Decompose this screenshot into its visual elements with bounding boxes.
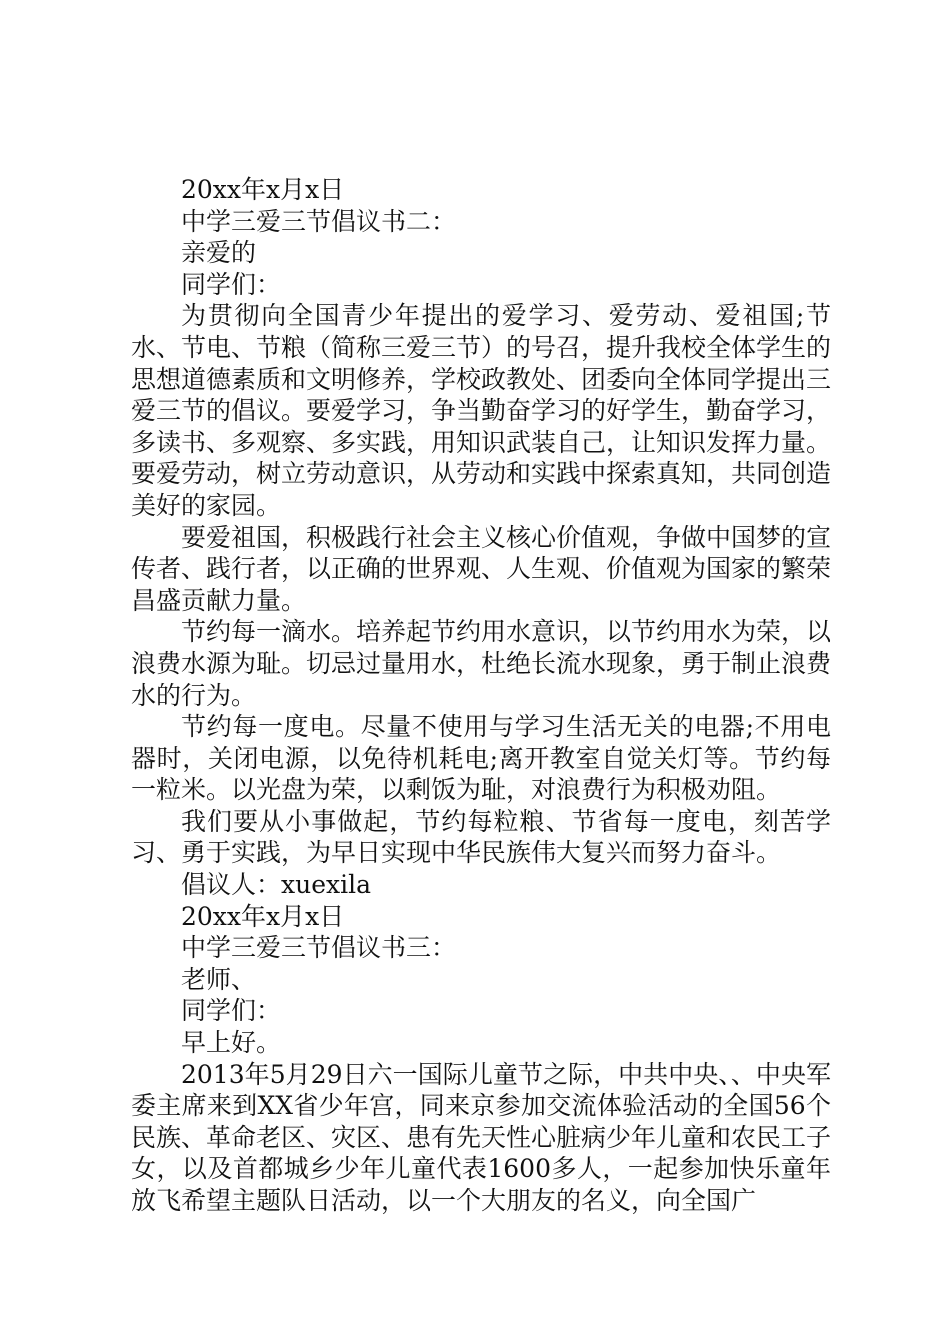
body-paragraph: 2013年5月29日六一国际儿童节之际，中共中央、、中央军委主席来到XX省少年宫，同来京参加交流体验活动的全国56个民族、革命老区、灾区、患有先天性心脏病少年儿童和农民工子女，以及首都城乡少年儿童代表1600多人，一起参加快乐童年放飞希望主题队日活动，以一个大朋友的名义，向全国广 (131, 1059, 832, 1215)
body-paragraph: 为贯彻向全国青少年提出的爱学习、爱劳动、爱祖国;节水、节电、节粮（简称三爱三节）的号召，提升我校全体学生的思想道德素质和文明修养，学校政教处、团委向全体同学提出三爱三节的倡议。要爱学习，争当勤奋学习的好学生，勤奋学习，多读书、多观察、多实践，用知识武装自己，让知识发挥力量。要爱劳动，树立劳动意识，从劳动和实践中探索真知，共同创造美好的家园。 (131, 301, 832, 520)
body-paragraph: 要爱祖国，积极践行社会主义核心价值观，争做中国梦的宣传者、践行者，以正确的世界观、人生观、价值观为国家的繁荣昌盛贡献力量。 (131, 522, 832, 615)
date-line: 20xx年x月x日 (181, 901, 345, 931)
body-paragraph: 节约每一滴水。培养起节约用水意识，以节约用水为荣，以浪费水源为耻。切忌过量用水，杜绝长流水现象，勇于制止浪费水的行为。 (131, 617, 832, 710)
salutation-line: 老师、 (181, 964, 257, 994)
document-body (131, 174, 831, 1217)
salutation-line: 同学们： (181, 996, 282, 1026)
salutation-line: 同学们： (181, 269, 282, 299)
salutation-line: 亲爱的 (181, 238, 257, 268)
body-paragraph: 节约每一度电。尽量不使用与学习生活无关的电器;不用电器时，关闭电源，以免待机耗电;离开教室自觉关灯等。节约每一粒米。以光盘为荣，以剩饭为耻，对浪费行为积极劝阻。 (131, 712, 831, 805)
greeting-line: 早上好。 (181, 1028, 282, 1058)
section-title-2: 中学三爱三节倡议书二： (181, 206, 457, 236)
signature-line: 倡议人：xuexila (181, 870, 371, 900)
body-paragraph: 我们要从小事做起，节约每粒粮、节省每一度电，刻苦学习、勇于实践，为早日实现中华民族伟大复兴而努力奋斗。 (131, 806, 831, 868)
section-title-3: 中学三爱三节倡议书三： (181, 933, 457, 963)
date-line: 20xx年x月x日 (181, 175, 345, 204)
